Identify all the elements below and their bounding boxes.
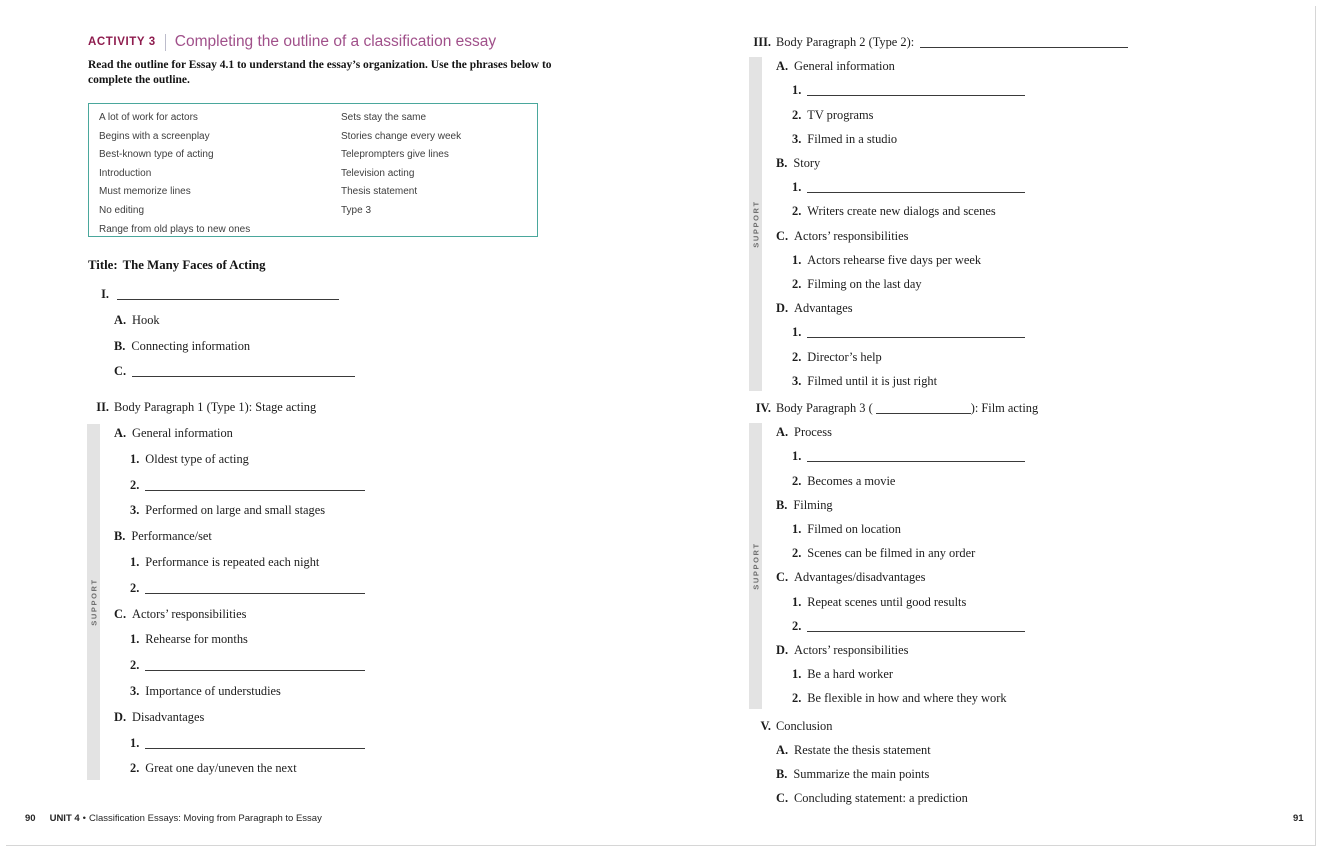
fill-in-blank [807, 326, 1025, 338]
word-box-phrase: Teleprompters give lines [341, 149, 449, 161]
item-label: 1. [130, 632, 140, 647]
item-label: 1. [130, 735, 140, 750]
support-bar-label: SUPPORT [751, 542, 760, 590]
outline-item [753, 151, 1233, 175]
outline-item [753, 127, 1233, 151]
section-heading [91, 282, 651, 308]
item-text: Process [794, 425, 832, 440]
item-text: Filmed on location [807, 522, 901, 537]
item-label: 2. [792, 473, 802, 488]
item-text: General information [132, 425, 233, 440]
activity-header [88, 33, 496, 51]
outline-item [91, 653, 651, 679]
section-heading [753, 396, 1233, 420]
item-label: 3. [130, 683, 140, 698]
outline-item [753, 78, 1233, 102]
item-text: Rehearse for months [145, 632, 248, 647]
word-box-phrase: Introduction [99, 167, 152, 179]
item-label: D. [776, 301, 789, 316]
section-heading-text: Body Paragraph 3 ( [776, 401, 873, 416]
word-box-phrase: Television acting [341, 167, 415, 179]
item-text: Importance of understudies [145, 683, 281, 698]
outline-item [91, 731, 651, 757]
footer-separator: • [82, 813, 86, 824]
outline-item [753, 175, 1233, 199]
item-text: Concluding statement: a prediction [794, 791, 968, 806]
page-edge-right [1315, 6, 1316, 846]
fill-in-blank [145, 479, 365, 491]
section-body [753, 54, 1233, 393]
item-label: A. [776, 742, 789, 757]
section-heading-text: ): Film acting [970, 401, 1039, 416]
item-label: A. [776, 59, 789, 74]
fill-in-blank [145, 659, 365, 671]
outline-item [753, 762, 1233, 786]
item-text: Actors’ responsibilities [132, 606, 247, 621]
item-label: 2. [130, 477, 140, 492]
item-label: A. [114, 312, 127, 327]
outline-left [91, 282, 651, 782]
item-text: TV programs [807, 107, 874, 122]
section-heading-text: Conclusion [776, 718, 833, 733]
section-numeral: V. [760, 718, 771, 733]
fill-in-blank [117, 288, 339, 300]
outline-item [91, 705, 651, 731]
item-label: 2. [792, 691, 802, 706]
word-box-col2 [341, 109, 461, 221]
item-label: 1. [792, 252, 802, 267]
item-text: Becomes a movie [807, 473, 896, 488]
outline-item [753, 590, 1233, 614]
word-box-phrase: Type 3 [341, 204, 372, 216]
item-text: Scenes can be filmed in any order [807, 546, 976, 561]
outline-item [91, 756, 651, 782]
section-numeral: III. [753, 35, 771, 49]
fill-in-blank [876, 402, 971, 414]
outline-item [753, 517, 1233, 541]
word-box-phrase: Sets stay the same [341, 112, 427, 123]
outline-item [91, 550, 651, 576]
outline-item [91, 498, 651, 524]
outline-section [753, 396, 1233, 711]
word-box-phrase: Stories change every week [341, 130, 462, 142]
outline-section [91, 282, 651, 385]
item-label: A. [776, 425, 789, 440]
item-text: Hook [132, 312, 160, 327]
fill-in-blank [807, 620, 1025, 632]
item-text: Filmed until it is just right [807, 373, 938, 388]
item-text: Advantages [794, 301, 853, 316]
item-text: Disadvantages [132, 709, 205, 724]
outline-item [753, 686, 1233, 710]
item-text: Advantages/disadvantages [794, 570, 926, 585]
support-bar [749, 57, 762, 391]
outline-item [753, 614, 1233, 638]
item-label: C. [114, 606, 127, 621]
item-text: Filmed in a studio [807, 131, 898, 146]
fill-in-blank [145, 737, 365, 749]
item-label: B. [114, 529, 126, 544]
outline-item [753, 493, 1233, 517]
outline-item [753, 272, 1233, 296]
footer-left [25, 813, 322, 824]
activity-separator [165, 34, 166, 51]
item-label: 2. [130, 761, 140, 776]
activity-label: ACTIVITY 3 [88, 36, 156, 48]
word-box-phrase: Begins with a screenplay [99, 130, 210, 142]
item-text: Actors’ responsibilities [794, 228, 909, 243]
word-box-col1 [99, 109, 250, 239]
item-text: Connecting information [131, 338, 251, 353]
item-text: Actors’ responsibilities [794, 643, 909, 658]
outline-item [753, 54, 1233, 78]
outline-item [753, 738, 1233, 762]
activity-title: Completing the outline of a classification essay [174, 33, 497, 50]
outline-item [753, 369, 1233, 393]
outline-title [88, 258, 266, 273]
word-box-phrase: A lot of work for actors [99, 112, 198, 123]
section-heading [753, 714, 1233, 738]
section-body [91, 308, 651, 385]
section-heading-text: Body Paragraph 1 (Type 1): Stage acting [114, 400, 317, 415]
item-text: Writers create new dialogs and scenes [807, 204, 996, 219]
item-label: 1. [792, 522, 802, 537]
page-number-right: 91 [1293, 813, 1304, 824]
outline-item [91, 576, 651, 602]
item-label: C. [114, 364, 127, 379]
outline-item [91, 627, 651, 653]
word-box-phrase: No editing [99, 204, 145, 216]
item-text: Filming on the last day [807, 277, 922, 292]
section-numeral: II. [96, 400, 109, 415]
unit-label: UNIT 4 [49, 813, 80, 824]
item-text: Be flexible in how and where they work [807, 691, 1007, 706]
item-label: B. [776, 156, 788, 171]
section-body [91, 421, 651, 782]
item-text: Be a hard worker [807, 667, 893, 682]
section-body [753, 420, 1233, 710]
outline-item [91, 524, 651, 550]
outline-title-text: The Many Faces of Acting [122, 258, 266, 272]
outline-item [91, 447, 651, 473]
item-label: D. [114, 709, 127, 724]
outline-item [91, 334, 651, 360]
outline-section [91, 395, 651, 782]
word-box-phrase: Must memorize lines [99, 186, 191, 198]
outline-item [753, 420, 1233, 444]
item-label: C. [776, 228, 789, 243]
outline-right [753, 30, 1233, 811]
item-label: 1. [130, 451, 140, 466]
outline-item [91, 308, 651, 334]
item-label: 3. [792, 131, 802, 146]
support-bar [87, 424, 100, 780]
outline-item [91, 679, 651, 705]
section-heading [753, 30, 1233, 54]
item-text: General information [794, 59, 895, 74]
item-text: Restate the thesis statement [794, 742, 931, 757]
fill-in-blank [920, 36, 1128, 48]
item-text: Oldest type of acting [145, 451, 249, 466]
outline-item [753, 320, 1233, 344]
item-label: A. [114, 425, 127, 440]
item-text: Performed on large and small stages [145, 503, 326, 518]
unit-title: Classification Essays: Moving from Paragraph to Essay [89, 813, 322, 824]
item-text: Story [793, 156, 821, 171]
item-label: 3. [130, 503, 140, 518]
outline-item [753, 199, 1233, 223]
outline-item [753, 296, 1233, 320]
section-numeral: I. [101, 287, 109, 301]
activity-instructions: Read the outline for Essay 4.1 to understand the essay’s organization. Use the phrases below to complete the outline. [88, 59, 552, 86]
item-label: 1. [792, 83, 802, 98]
outline-item [753, 248, 1233, 272]
outline-item [753, 224, 1233, 248]
item-text: Great one day/uneven the next [145, 761, 297, 776]
item-label: C. [776, 791, 789, 806]
word-box [88, 103, 538, 237]
section-heading [91, 395, 651, 421]
item-text: Summarize the main points [793, 767, 930, 782]
item-text: Filming [793, 497, 833, 512]
item-label: 2. [792, 349, 802, 364]
fill-in-blank [807, 181, 1025, 193]
outline-item [753, 638, 1233, 662]
item-label: 3. [792, 373, 802, 388]
item-label: 2. [792, 107, 802, 122]
item-label: 1. [792, 449, 802, 464]
outline-section [753, 714, 1233, 811]
outline-item [753, 662, 1233, 686]
page-right [751, 0, 1304, 851]
outline-item [91, 602, 651, 628]
outline-item [91, 473, 651, 499]
item-label: B. [776, 497, 788, 512]
fill-in-blank [132, 365, 355, 377]
item-label: 2. [792, 204, 802, 219]
item-label: 1. [130, 554, 140, 569]
support-bar-label: SUPPORT [89, 578, 98, 626]
item-label: 1. [792, 325, 802, 340]
item-label: 1. [792, 667, 802, 682]
fill-in-blank [807, 450, 1025, 462]
outline-item [753, 103, 1233, 127]
outline-title-label: Title: [88, 258, 118, 272]
outline-item [753, 444, 1233, 468]
outline-item [753, 345, 1233, 369]
word-box-phrase: Thesis statement [341, 186, 418, 198]
fill-in-blank [807, 84, 1025, 96]
outline-item [753, 541, 1233, 565]
item-text: Actors rehearse five days per week [807, 252, 982, 267]
item-label: 2. [792, 277, 802, 292]
outline-item [91, 359, 651, 385]
outline-item [753, 565, 1233, 589]
section-body [753, 738, 1233, 811]
outline-item [753, 786, 1233, 810]
item-label: 1. [792, 180, 802, 195]
outline-item [91, 421, 651, 447]
item-label: 2. [130, 658, 140, 673]
item-label: B. [114, 338, 126, 353]
item-label: 2. [130, 580, 140, 595]
word-box-phrase: Range from old plays to new ones [99, 223, 251, 235]
item-label: 2. [792, 546, 802, 561]
item-label: C. [776, 570, 789, 585]
item-label: 2. [792, 618, 802, 633]
section-numeral: IV. [755, 401, 771, 416]
item-text: Repeat scenes until good results [807, 594, 967, 609]
outline-item [753, 469, 1233, 493]
item-label: B. [776, 767, 788, 782]
item-text: Performance/set [131, 529, 212, 544]
fill-in-blank [145, 582, 365, 594]
item-text: Director’s help [807, 349, 882, 364]
word-box-phrase: Best-known type of acting [99, 149, 214, 161]
support-bar-label: SUPPORT [751, 200, 760, 248]
item-label: D. [776, 643, 789, 658]
support-bar [749, 423, 762, 708]
item-text: Performance is repeated each night [145, 554, 320, 569]
section-heading-text: Body Paragraph 2 (Type 2): [776, 35, 918, 49]
item-label: 1. [792, 594, 802, 609]
outline-section [753, 30, 1233, 393]
page-left [25, 0, 668, 851]
page-number-left: 90 [25, 813, 36, 824]
